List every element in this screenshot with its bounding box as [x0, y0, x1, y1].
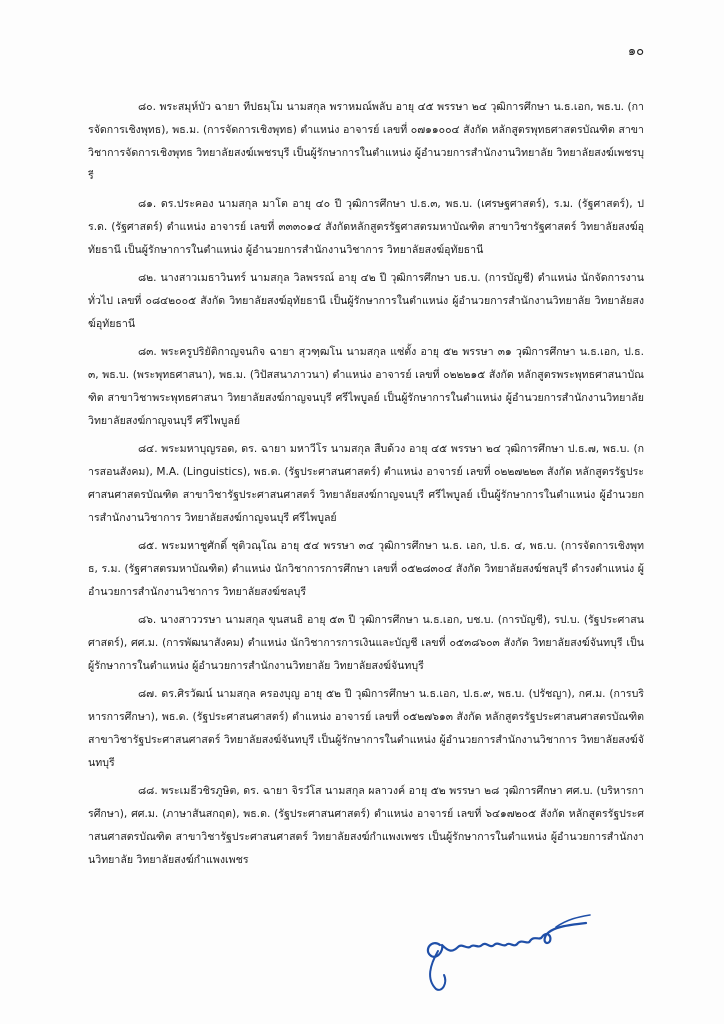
paragraph-86: ๘๖. นางสาววรษา นามสกุล ขุนสนธิ อายุ ๕๓ ปี วุฒิการศึกษา น.ธ.เอก, บช.บ. (การบัญชี), รป.บ. (รัฐประศาสนศาสตร์), ศศ.ม. (การพัฒนาสังคม) ตำแหน่ง นักวิชาการการเงินและบัญชี เลขที่ ๐๕๓๘๖๐๓ สังกัด วิทยาลัยสงฆ์จันทบุรี เป็นผู้รักษาการในตำแหน่ง ผู้อำนวยการสำนักงานวิทยาลัย วิทยาลัยสงฆ์จันทบุรี	[88, 614, 644, 672]
body-text	[88, 96, 644, 877]
paragraph-87: ๘๗. ดร.ศิรวัฒน์ นามสกุล ครองบุญ อายุ ๕๒ ปี วุฒิการศึกษา น.ธ.เอก, ป.ธ.๙, พธ.บ. (ปรัชญา), กศ.ม. (การบริหารการศึกษา), พธ.ด. (รัฐประศาสนศาสตร์) ตำแหน่ง อาจารย์ เลขที่ ๐๕๒๗๖๑๓ สังกัด หลักสูตรรัฐประศาสนศาสตรบัณฑิต สาขาวิชารัฐประศาสนศาสตร์ วิทยาลัยสงฆ์จันทบุรี เป็นผู้รักษาการในตำแหน่ง ผู้อำนวยการสำนักงานวิชาการ วิทยาลัยสงฆ์จันทบุรี	[88, 688, 644, 769]
paragraph-83: ๘๓. พระครูปริยัติกาญจนกิจ ฉายา สุวฑฺฒโน นามสกุล แซ่ตั้ง อายุ ๕๒ พรรษา ๓๑ วุฒิการศึกษา น.ธ.เอก, ป.ธ.๓, พธ.บ. (พระพุทธศาสนา), พธ.ม. (วิปัสสนาภาวนา) ตำแหน่ง อาจารย์ เลขที่ ๐๒๒๒๑๕ สังกัด หลักสูตรพระพุทธศาสนาบัณฑิต สาขาวิชาพระพุทธศาสนา วิทยาลัยสงฆ์กาญจนบุรี ศรีไพบูลย์ เป็นผู้รักษาการในตำแหน่ง ผู้อำนวยการสำนักงานวิทยาลัย วิทยาลัยสงฆ์กาญจนบุรี ศรีไพบูลย์	[88, 346, 644, 427]
paragraph-81: ๘๑. ดร.ประคอง นามสกุล มาโต อายุ ๔๐ ปี วุฒิการศึกษา ป.ธ.๓, พธ.บ. (เศรษฐศาสตร์), ร.ม. (รัฐศาสตร์), ปร.ด. (รัฐศาสตร์) ตำแหน่ง อาจารย์ เลขที่ ๓๓๓๐๑๔ สังกัดหลักสูตรรัฐศาสตรมหาบัณฑิต สาขาวิชารัฐศาสตร์ วิทยาลัยสงฆ์อุทัยธานี เป็นผู้รักษาการในตำแหน่ง ผู้อำนวยการสำนักงานวิชาการ วิทยาลัยสงฆ์อุทัยธานี	[88, 198, 644, 256]
paragraph-84: ๘๔. พระมหาบุญรอด, ดร. ฉายา มหาวีโร นามสกุล สืบด้วง อายุ ๔๕ พรรษา ๒๔ วุฒิการศึกษา ป.ธ.๗, พธ.บ. (การสอนสังคม), M.A. (Linguistics), พธ.ด. (รัฐประศาสนศาสตร์) ตำแหน่ง อาจารย์ เลขที่ ๐๒๒๗๒๒๓ สังกัด หลักสูตรรัฐประศาสนศาสตรบัณฑิต สาขาวิชารัฐประศาสนศาสตร์ วิทยาลัยสงฆ์กาญจนบุรี ศรีไพบูลย์ เป็นผู้รักษาการในตำแหน่ง ผู้อำนวยการสำนักงานวิชาการ วิทยาลัยสงฆ์กาญจนบุรี ศรีไพบูลย์	[88, 443, 644, 524]
paragraph-88: ๘๘. พระเมธีวชิรภูษิต, ดร. ฉายา จิรวํโส นามสกุล ผลาวงค์ อายุ ๕๒ พรรษา ๒๘ วุฒิการศึกษา ศศ.บ. (บริหารการศึกษา), ศศ.ม. (ภาษาสันสกฤต), พธ.ด. (รัฐประศาสนศาสตร์) ตำแหน่ง อาจารย์ เลขที่ ๖๔๑๗๒๐๕ สังกัด หลักสูตรรัฐประศาสนศาสตรบัณฑิต สาขาวิชารัฐประศาสนศาสตร์ วิทยาลัยสงฆ์กำแพงเพชร เป็นผู้รักษาการในตำแหน่ง ผู้อำนวยการสำนักงานวิทยาลัย วิทยาลัยสงฆ์กำแพงเพชร	[88, 785, 644, 866]
paragraph-85: ๘๕. พระมหาชูศักดิ์ ชุติวณฺโณ อายุ ๕๔ พรรษา ๓๔ วุฒิการศึกษา น.ธ. เอก, ป.ธ. ๔, พธ.บ. (การจัดการเชิงพุทธ, ร.ม. (รัฐศาสตรมหาบัณฑิต) ตำแหน่ง นักวิชาการการศึกษา เลขที่ ๐๕๒๘๓๐๔ สังกัด วิทยาลัยสงฆ์ชลบุรี ดำรงตำแหน่ง ผู้อำนวยการสำนักงานวิชาการ วิทยาลัยสงฆ์ชลบุรี	[88, 540, 644, 598]
paragraph-82: ๘๒. นางสาวเมธาวินทร์ นามสกุล วิลพรรณ์ อายุ ๔๒ ปี วุฒิการศึกษา บธ.บ. (การบัญชี) ตำแหน่ง นักจัดการงานทั่วไป เลขที่ ๐๘๔๒๐๐๕ สังกัด วิทยาลัยสงฆ์อุทัยธานี เป็นผู้รักษาการในตำแหน่ง ผู้อำนวยการสำนักงานวิทยาลัย วิทยาลัยสงฆ์อุทัยธานี	[88, 272, 644, 330]
page-number: ๑๐	[627, 44, 644, 59]
paragraph-80: ๘๐. พระสมุห์บัว ฉายา ทีปธมฺโม นามสกุล พราหมณ์พลับ อายุ ๔๕ พรรษา ๒๔ วุฒิการศึกษา น.ธ.เอก, พธ.บ. (การจัดการเชิงพุทธ), พธ.ม. (การจัดการเชิงพุทธ) ตำแหน่ง อาจารย์ เลขที่ ๐๗๑๑๐๐๔ สังกัด หลักสูตรพุทธศาสตรบัณฑิต สาขาวิชาการจัดการเชิงพุทธ วิทยาลัยสงฆ์เพชรบุรี เป็นผู้รักษาการในตำแหน่ง ผู้อำนวยการสำนักงานวิทยาลัย วิทยาลัยสงฆ์เพชรบุรี	[88, 101, 644, 182]
signature-stroke	[428, 923, 586, 957]
signature	[418, 905, 598, 997]
